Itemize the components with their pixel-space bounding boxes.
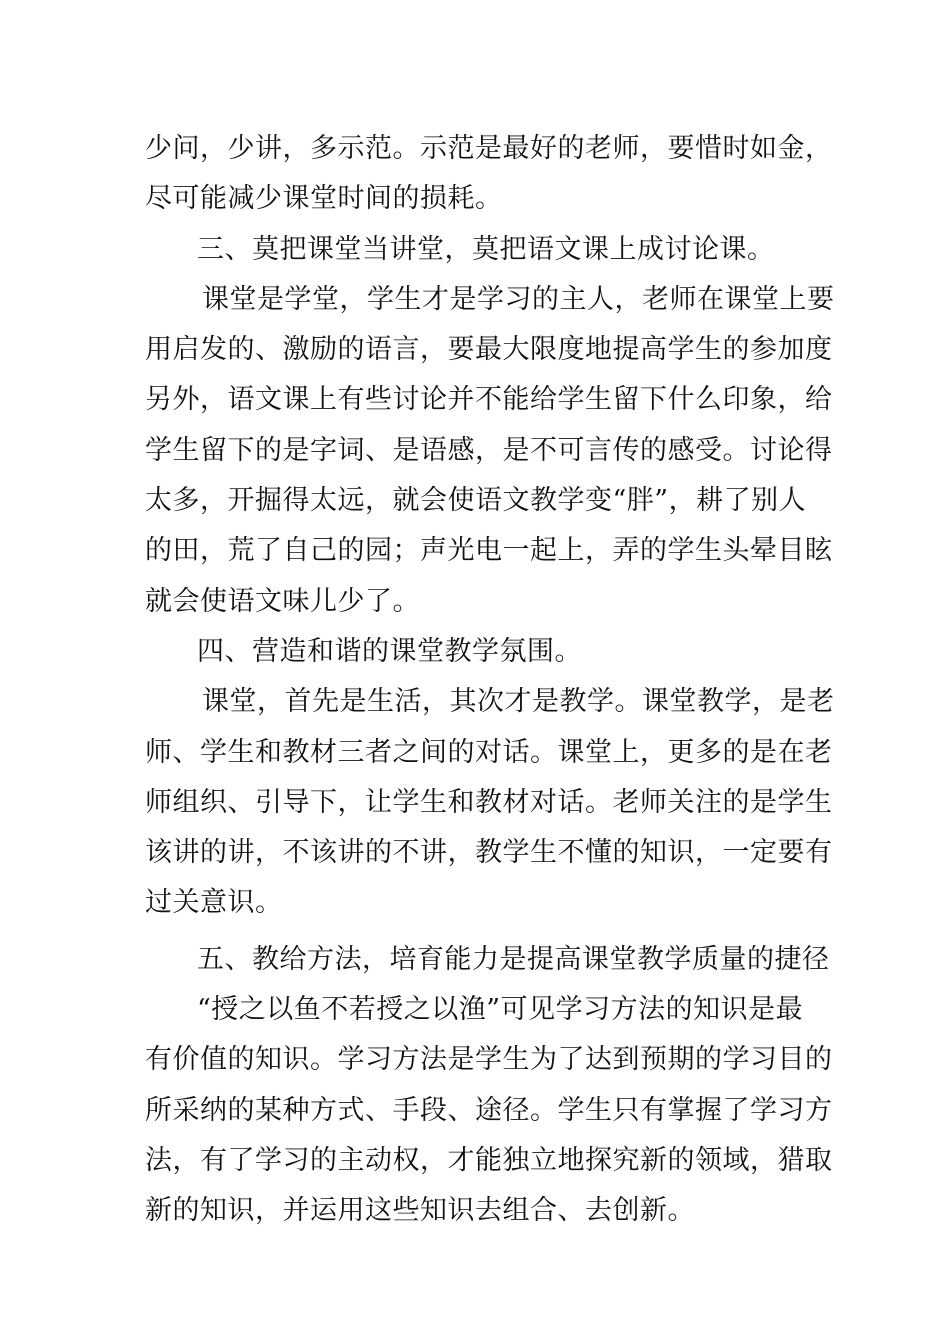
text-line: 用启发的、激励的语言，要最大限度地提高学生的参加度: [145, 334, 833, 366]
text-line: 法，有了学习的主动权，才能独立地探究新的领域，猎取: [145, 1144, 833, 1176]
text-line: 学生留下的是字词、是语感，是不可言传的感受。讨论得: [145, 434, 833, 466]
text-line: 的田，荒了自己的园；声光电一起上，弄的学生头晕目眩: [145, 535, 833, 567]
text-line: 该讲的讲，不该讲的不讲，教学生不懂的知识，一定要有: [145, 837, 833, 869]
section-heading: 五、教给方法，培育能力是提高课堂教学质量的捷径: [197, 943, 830, 975]
text-line: 有价值的知识。学习方法是学生为了达到预期的学习目的: [145, 1044, 833, 1076]
text-line: 师、学生和教材三者之间的对话。课堂上，更多的是在老: [145, 736, 833, 768]
document-body: [145, 124, 835, 1237]
text-line: 尽可能减少课堂时间的损耗。: [145, 183, 503, 215]
text-line: “授之以鱼不若授之以渔”可见学习方法的知识是最: [197, 994, 804, 1026]
section-heading: 四、营造和谐的课堂教学氛围。: [197, 635, 582, 667]
text-line: 少问，少讲，多示范。示范是最好的老师，要惜时如金，: [145, 133, 833, 164]
text-line: 就会使语文味儿少了。: [145, 585, 420, 617]
section-heading: 三、莫把课堂当讲堂，莫把语文课上成讨论课。: [197, 233, 775, 265]
text-line: 另外，语文课上有些讨论并不能给学生留下什么印象，给: [145, 384, 833, 416]
text-line: 师组织、引导下，让学生和教材对话。老师关注的是学生: [145, 786, 833, 818]
text-line: 过关意识。: [145, 887, 283, 919]
text-line: 新的知识，并运用这些知识去组合、去创新。: [145, 1195, 695, 1227]
text-line: 太多，开掘得太远，就会使语文教学变“胖”，耕了别人: [145, 485, 807, 517]
text-line: 所采纳的某种方式、手段、途径。学生只有掌握了学习方: [145, 1094, 833, 1126]
text-line: 课堂，首先是生活，其次才是教学。课堂教学，是老: [202, 686, 835, 718]
text-line: 课堂是学堂，学生才是学习的主人，老师在课堂上要: [202, 283, 835, 315]
